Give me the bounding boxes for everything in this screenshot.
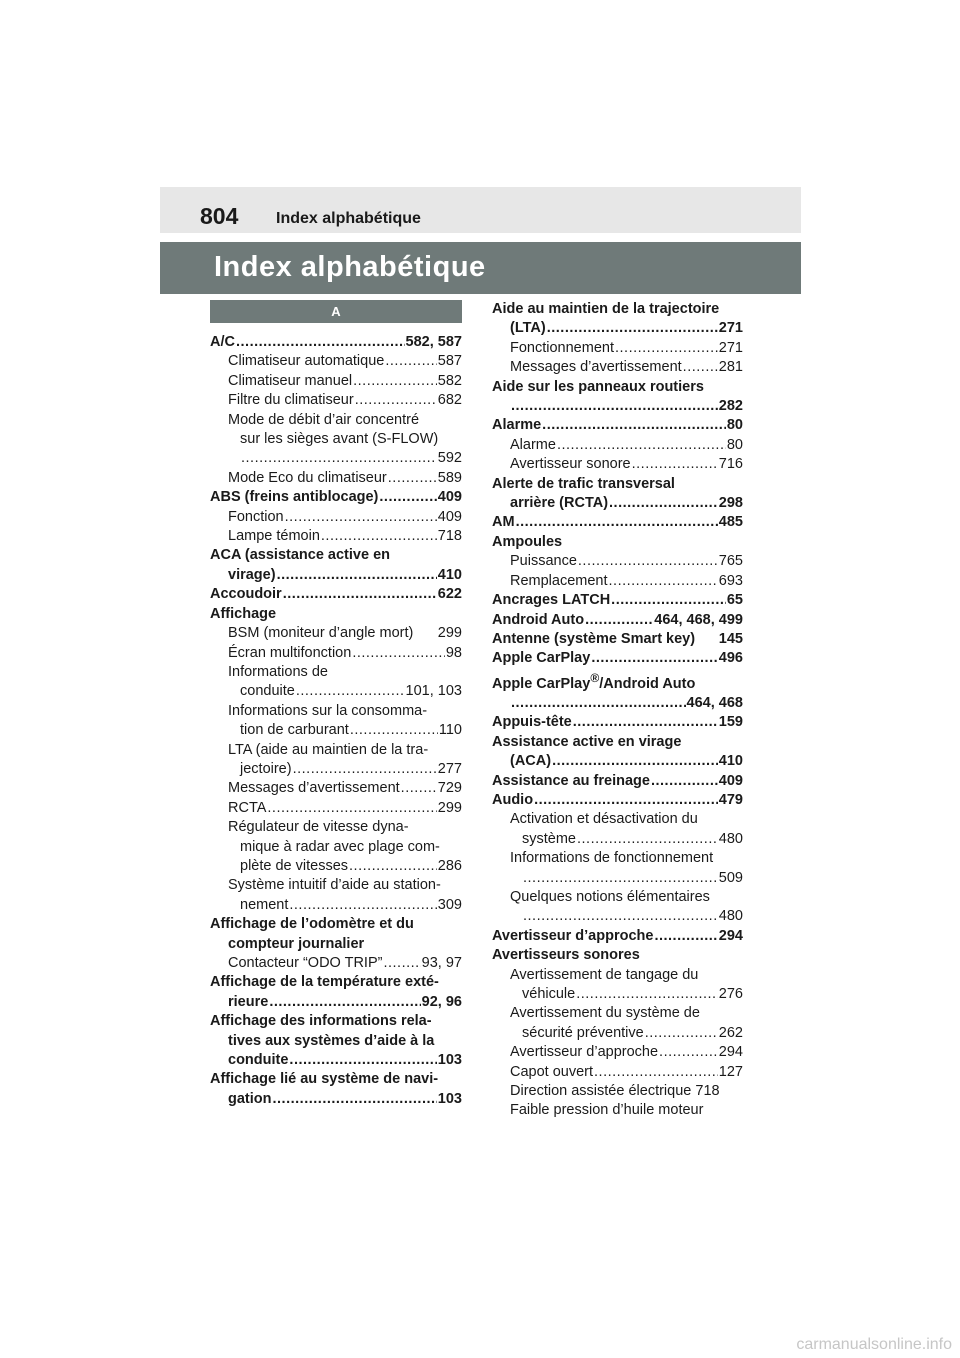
dot-leader: [401, 779, 437, 798]
header-band: [160, 187, 801, 233]
dot-leader: [289, 896, 436, 915]
index-entry: [210, 973, 462, 992]
entry-text: Audio: [492, 791, 534, 808]
entry-text: sécurité préventive: [522, 1024, 644, 1041]
index-entry: [210, 372, 462, 391]
entry-text: Contacteur “ODO TRIP”: [228, 955, 383, 971]
dot-leader: [321, 527, 437, 546]
dot-leader: [516, 513, 718, 532]
dot-leader: [296, 682, 405, 701]
dot-leader: [353, 372, 437, 391]
page-reference: 80: [726, 417, 743, 434]
entry-text: Affichage de l’odomètre et du: [210, 916, 414, 933]
page-reference: 509: [718, 869, 743, 886]
page-reference: 281: [718, 359, 743, 376]
entry-text: Messages d’avertissement: [510, 359, 682, 376]
index-entry: [492, 669, 743, 694]
index-entry: [492, 1063, 743, 1082]
page-reference: 496: [718, 650, 743, 667]
index-entry: [492, 752, 743, 771]
page-reference: 101, 103: [405, 683, 462, 700]
entry-text: Messages d’avertissement: [228, 780, 400, 797]
entry-text: Lampe témoin: [228, 528, 320, 545]
entry-text: Alarme: [510, 436, 556, 453]
entry-text: Accoudoir: [210, 586, 282, 603]
page-reference: 299: [437, 625, 462, 642]
page-reference: 103: [437, 1090, 462, 1107]
page-reference: 410: [437, 566, 462, 583]
entry-text: Alerte de trafic transversal: [492, 475, 675, 492]
page-reference: 716: [718, 456, 743, 473]
page-reference: 127: [718, 1063, 743, 1080]
index-entry: [210, 876, 462, 895]
entry-text: Fonctionnement: [510, 339, 614, 356]
entry-text: sur les sièges avant (S-FLOW): [240, 431, 439, 448]
entry-text: Appuis-tête: [492, 714, 572, 731]
dot-leader: [576, 985, 718, 1004]
index-entry: [210, 644, 462, 663]
entry-text: Apple CarPlay: [492, 650, 591, 667]
page-reference: 159: [718, 714, 743, 731]
page-reference: 485: [718, 514, 743, 531]
entry-text: Écran multifonction: [228, 644, 352, 661]
dot-leader: [355, 391, 437, 410]
index-entry: [210, 915, 462, 934]
entry-text: ABS (freins antiblocage): [210, 489, 379, 506]
entry-text: Affichage de la température exté-: [210, 974, 439, 991]
page-reference: 80: [726, 436, 743, 453]
page-reference: 479: [718, 791, 743, 808]
index-entry: [210, 605, 462, 624]
index-entry: [210, 1012, 462, 1031]
entry-text: AM: [492, 514, 515, 531]
entry-text: Alarme: [492, 417, 542, 434]
index-entry: [210, 896, 462, 915]
index-entry: [210, 993, 462, 1012]
page-reference: 271: [718, 320, 743, 337]
entry-text: Avertisseur d’approche: [510, 1044, 659, 1061]
dot-leader: [283, 585, 437, 604]
index-entry: [210, 838, 462, 857]
entry-text: Fonction: [228, 508, 284, 525]
dot-leader: [285, 508, 437, 527]
entry-text: Affichage: [210, 605, 277, 622]
page-reference: 464, 468, 499: [654, 611, 743, 628]
entry-text: arrière (RCTA): [510, 495, 609, 512]
index-entry: [210, 508, 462, 527]
page-reference: 294: [718, 1044, 743, 1061]
registered-mark: ®: [590, 670, 600, 685]
index-entry: [492, 630, 743, 649]
entry-text: Avertisseur sonore: [510, 456, 631, 473]
entry-text: tives aux systèmes d’aide à la: [228, 1032, 435, 1049]
index-entry: [210, 527, 462, 546]
index-entry: [210, 624, 462, 643]
index-entry: [492, 713, 743, 732]
index-entry: [210, 1070, 462, 1089]
entry-text: Avertisseur d’approche: [492, 927, 654, 944]
entry-text: Antenne (système Smart key): [492, 630, 696, 647]
index-entry: [492, 397, 743, 416]
index-entry: [210, 546, 462, 565]
dot-leader: [511, 397, 718, 416]
page-reference: 464, 468: [686, 694, 743, 711]
index-entry: [492, 358, 743, 377]
page-reference: 589: [437, 469, 462, 486]
entry-text-tail: /Android Auto: [599, 675, 696, 692]
dot-leader: [379, 488, 436, 507]
index-entry: [210, 818, 462, 837]
index-entry: [210, 779, 462, 798]
dot-leader: [654, 927, 717, 946]
index-entry: [210, 1090, 462, 1109]
index-entry: [492, 927, 743, 946]
entry-text: Android Auto: [492, 611, 585, 628]
entry-text: Apple CarPlay: [492, 675, 591, 692]
index-entry: [492, 319, 743, 338]
entry-text: Informations de: [228, 663, 328, 680]
entry-text: Mode de débit d’air concentré: [228, 411, 420, 428]
index-entry: [492, 611, 743, 630]
entry-text: conduite: [240, 683, 295, 700]
page-reference: 298: [718, 495, 743, 512]
index-entry: [492, 810, 743, 829]
entry-text: Affichage lié au système de navi-: [210, 1071, 439, 1088]
index-entry: [492, 475, 743, 494]
entry-text: Avertissement de tangage du: [510, 966, 699, 983]
page-reference: 92, 96: [421, 993, 462, 1010]
index-entry: [492, 869, 743, 888]
entry-text: Puissance: [510, 553, 577, 570]
page-reference: 409: [718, 772, 743, 789]
index-entry: [210, 721, 462, 740]
index-entry: [210, 741, 462, 760]
index-entry: [492, 494, 743, 513]
page-reference: 286: [437, 857, 462, 874]
dot-leader: [591, 649, 717, 668]
page-reference: 282: [718, 398, 743, 415]
index-entry: [492, 985, 743, 1004]
index-entry: [492, 849, 743, 868]
index-entry: [210, 663, 462, 682]
page-title: Index alphabétique: [214, 251, 486, 283]
index-entry: [210, 391, 462, 410]
page-reference: 480: [718, 830, 743, 847]
index-entry: [492, 791, 743, 810]
index-entry: [492, 455, 743, 474]
watermark: carmanualsonline.info: [796, 1336, 952, 1353]
page-reference: 718: [437, 528, 462, 545]
dot-leader: [594, 1063, 718, 1082]
page-reference: 718: [695, 1083, 720, 1100]
index-entry: [492, 533, 743, 552]
page-reference: 693: [718, 572, 743, 589]
index-entry: [210, 702, 462, 721]
dot-leader: [645, 1024, 718, 1043]
entry-text: Affichage des informations rela-: [210, 1013, 432, 1030]
entry-text: rieure: [228, 993, 269, 1010]
entry-text: Ampoules: [492, 533, 563, 550]
dot-leader: [659, 1043, 718, 1062]
page-reference: 582: [437, 372, 462, 389]
entry-text: Remplacement: [510, 572, 608, 589]
page-number: 804: [200, 203, 239, 229]
index-entry: [210, 682, 462, 701]
dot-leader: [611, 591, 726, 610]
page-reference: 65: [726, 592, 743, 609]
index-entry: [492, 946, 743, 965]
entry-text: Assistance active en virage: [492, 733, 682, 750]
index-column-right: [492, 300, 743, 1121]
entry-text: Activation et désactivation du: [510, 811, 698, 828]
page-reference: 262: [718, 1024, 743, 1041]
dot-leader: [511, 694, 686, 713]
index-entry: [492, 300, 743, 319]
index-entry: [492, 339, 743, 358]
page-reference: 93, 97: [421, 955, 462, 971]
index-entry: [492, 436, 743, 455]
dot-leader: [585, 611, 653, 630]
dot-leader: [236, 333, 405, 352]
index-entry: [492, 378, 743, 397]
index-list-right: [492, 300, 743, 1121]
index-entry: [492, 552, 743, 571]
entry-text: BSM (moniteur d’angle mort): [228, 625, 414, 642]
dot-leader: [383, 954, 420, 973]
dot-leader: [289, 1051, 436, 1070]
entry-text: virage): [228, 566, 276, 583]
entry-text: tion de carburant: [240, 722, 349, 739]
page-reference: 582, 587: [405, 334, 462, 350]
entry-text: conduite: [228, 1052, 289, 1069]
index-entry: [492, 1043, 743, 1062]
index-entry: [210, 488, 462, 507]
index-entry: [210, 954, 462, 973]
entry-text: Aide sur les panneaux routiers: [492, 378, 704, 395]
dot-leader: [573, 713, 718, 732]
entry-text: A/C: [210, 334, 235, 350]
entry-text: Informations sur la consomma-: [228, 702, 428, 719]
entry-text: Ancrages LATCH: [492, 592, 611, 609]
index-entry: [492, 1082, 743, 1101]
index-entry: [492, 1101, 743, 1120]
index-entry: [210, 333, 462, 352]
entry-text: Assistance au freinage: [492, 772, 650, 789]
entry-text: Faible pression d’huile moteur: [510, 1102, 704, 1119]
entry-text: nement: [240, 896, 289, 913]
dot-leader: [651, 772, 718, 791]
entry-text: mique à radar avec plage com-: [240, 838, 440, 855]
dot-leader: [609, 494, 718, 513]
entry-text: Système intuitif d’aide au station-: [228, 877, 441, 894]
page-reference: 622: [437, 586, 462, 603]
entry-text: Aide au maintien de la trajectoire: [492, 301, 720, 317]
index-entry: [492, 1004, 743, 1023]
index-entry: [210, 857, 462, 876]
section-letter-bar: A: [210, 300, 462, 323]
index-entry: [492, 649, 743, 668]
index-entry: [492, 966, 743, 985]
index-entry: [492, 1024, 743, 1043]
page-reference: 309: [437, 896, 462, 913]
page-reference: 410: [718, 753, 743, 770]
dot-leader: [349, 857, 437, 876]
entry-text: (ACA): [510, 753, 552, 770]
entry-text: LTA (aide au maintien de la tra-: [228, 741, 429, 758]
page-reference: 587: [437, 353, 462, 370]
page-reference: 409: [437, 489, 462, 506]
dot-leader: [241, 449, 437, 468]
page-reference: 98: [445, 644, 462, 661]
index-entry: [492, 572, 743, 591]
index-entry: [492, 772, 743, 791]
index-entry: [492, 907, 743, 926]
index-entry: [492, 416, 743, 435]
dot-leader: [542, 416, 726, 435]
index-entry: [492, 888, 743, 907]
index-entry: [210, 1051, 462, 1070]
dot-leader: [683, 358, 718, 377]
index-list-left: [210, 333, 462, 1109]
page-reference: 729: [437, 780, 462, 797]
index-entry: [210, 566, 462, 585]
entry-text: Filtre du climatiseur: [228, 392, 354, 409]
page-reference: 480: [718, 908, 743, 925]
dot-leader: [388, 469, 437, 488]
entry-text: véhicule: [522, 986, 576, 1003]
entry-text: ACA (assistance active en: [210, 547, 390, 564]
dot-leader: [523, 869, 718, 888]
index-entry: [492, 591, 743, 610]
entry-text: Avertissement du système de: [510, 1005, 700, 1022]
index-entry: [492, 513, 743, 532]
index-entry: [210, 585, 462, 604]
dot-leader: [534, 791, 718, 810]
entry-text: Mode Eco du climatiseur: [228, 469, 387, 486]
page-reference: 294: [718, 927, 743, 944]
index-entry: [210, 469, 462, 488]
dot-leader: [577, 830, 718, 849]
index-entry: [210, 1032, 462, 1051]
index-entry: [492, 733, 743, 752]
dot-leader: [547, 319, 718, 338]
page-reference: 299: [437, 799, 462, 816]
entry-text: (LTA): [510, 320, 546, 337]
page-reference: 277: [437, 760, 462, 777]
entry-text: compteur journalier: [228, 935, 365, 952]
page-reference: 592: [437, 450, 462, 467]
entry-text: Régulateur de vitesse dyna-: [228, 819, 409, 836]
dot-leader: [523, 907, 718, 926]
running-title: Index alphabétique: [276, 210, 421, 227]
page-reference: 103: [437, 1052, 462, 1069]
page-reference: 145: [718, 630, 743, 647]
entry-text: RCTA: [228, 799, 267, 816]
index-entry: [492, 830, 743, 849]
dot-leader: [293, 760, 437, 779]
index-entry: [210, 411, 462, 430]
dot-leader: [269, 993, 420, 1012]
dot-leader: [385, 352, 436, 371]
entry-text: plète de vitesses: [240, 857, 349, 874]
dot-leader: [273, 1090, 437, 1109]
entry-text: Direction assistée électrique: [510, 1083, 692, 1100]
index-entry: [210, 799, 462, 818]
entry-text: système: [522, 830, 576, 847]
entry-text: gation: [228, 1090, 272, 1107]
index-column-left: [210, 300, 462, 1109]
dot-leader: [352, 644, 445, 663]
entry-text: Climatiseur manuel: [228, 372, 353, 389]
dot-leader: [632, 455, 718, 474]
page-reference: 110: [438, 722, 462, 739]
dot-leader: [609, 572, 718, 591]
page-reference: 271: [718, 339, 743, 356]
page-reference: 682: [437, 392, 462, 409]
entry-text: Informations de fonctionnement: [510, 850, 714, 867]
dot-leader: [267, 799, 436, 818]
index-entry: [210, 430, 462, 449]
page-reference: 409: [437, 508, 462, 525]
entry-text: Capot ouvert: [510, 1063, 594, 1080]
entry-text: Quelques notions élémentaires: [510, 889, 710, 906]
index-entry: [210, 449, 462, 468]
index-entry: [492, 694, 743, 713]
dot-leader: [615, 339, 718, 358]
page-reference: 276: [718, 986, 743, 1003]
page-reference: 765: [718, 553, 743, 570]
dot-leader: [557, 436, 726, 455]
entry-text: Climatiseur automatique: [228, 353, 385, 370]
entry-text: Avertisseurs sonores: [492, 947, 640, 964]
entry-text: jectoire): [240, 760, 292, 777]
dot-leader: [350, 721, 438, 740]
dot-leader: [277, 566, 437, 585]
index-entry: [210, 935, 462, 954]
index-entry: [210, 352, 462, 371]
dot-leader: [578, 552, 718, 571]
dot-leader: [552, 752, 718, 771]
index-entry: [210, 760, 462, 779]
